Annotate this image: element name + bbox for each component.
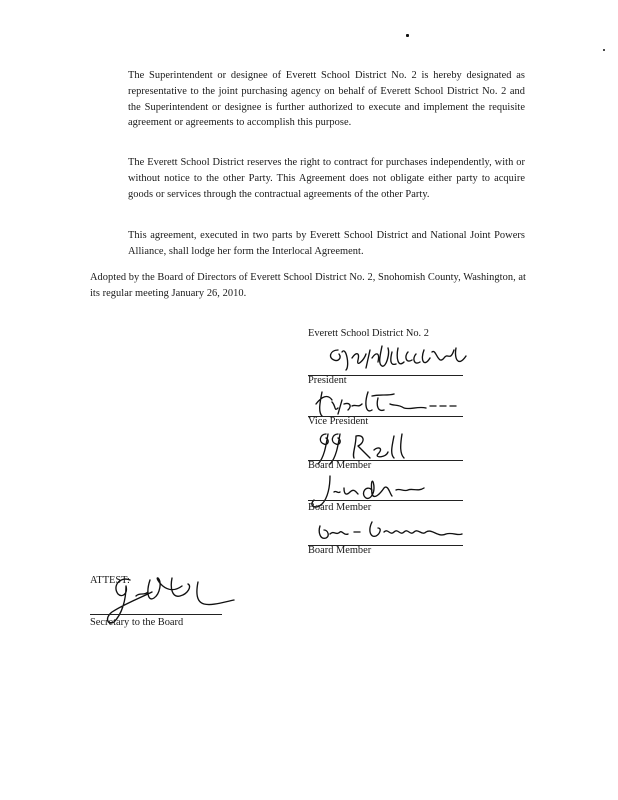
paragraph-reserves-right: The Everett School District reserves the right to contract for purchases independently, with or without notice to the other Party. This Agreement does not obligate either party to acquire goods or services through the contractual agreements of the other Party. <box>128 157 525 200</box>
attest-label: ATTEST: <box>90 575 130 586</box>
title-vice-president: Vice President <box>308 416 369 427</box>
paragraph-executed: This agreement, executed in two parts by Everett School District and National Joint Powers Alliance, shall lodge her form the Interlocal Agreement. <box>128 230 525 257</box>
scan-speck <box>406 34 409 37</box>
district-name: Everett School District No. 2 <box>308 328 429 339</box>
scan-speck <box>603 49 605 51</box>
paragraph-designee: The Superintendent or designee of Everett School District No. 2 is hereby designated as representative to the joint purchasing agency on behalf of Everett School District No. 2 and the Superintendent or designee is further authorized to execute and implement the requisite agreement or agreements to accomplish this purpose. <box>128 70 525 129</box>
title-board-member-1: Board Member <box>308 460 372 471</box>
title-president: President <box>308 375 347 386</box>
attest-title: Secretary to the Board <box>90 617 184 628</box>
signature-board-member <box>314 516 474 546</box>
signature-line <box>90 614 222 615</box>
paragraph-adopted: Adopted by the Board of Directors of Everett School District No. 2, Snohomish County, Washington, at its regular meeting January 26, 2010. <box>90 272 526 299</box>
title-board-member-2: Board Member <box>308 502 372 513</box>
signature-line <box>308 500 463 501</box>
signature-president <box>320 338 480 378</box>
title-board-member-3: Board Member <box>308 545 372 556</box>
